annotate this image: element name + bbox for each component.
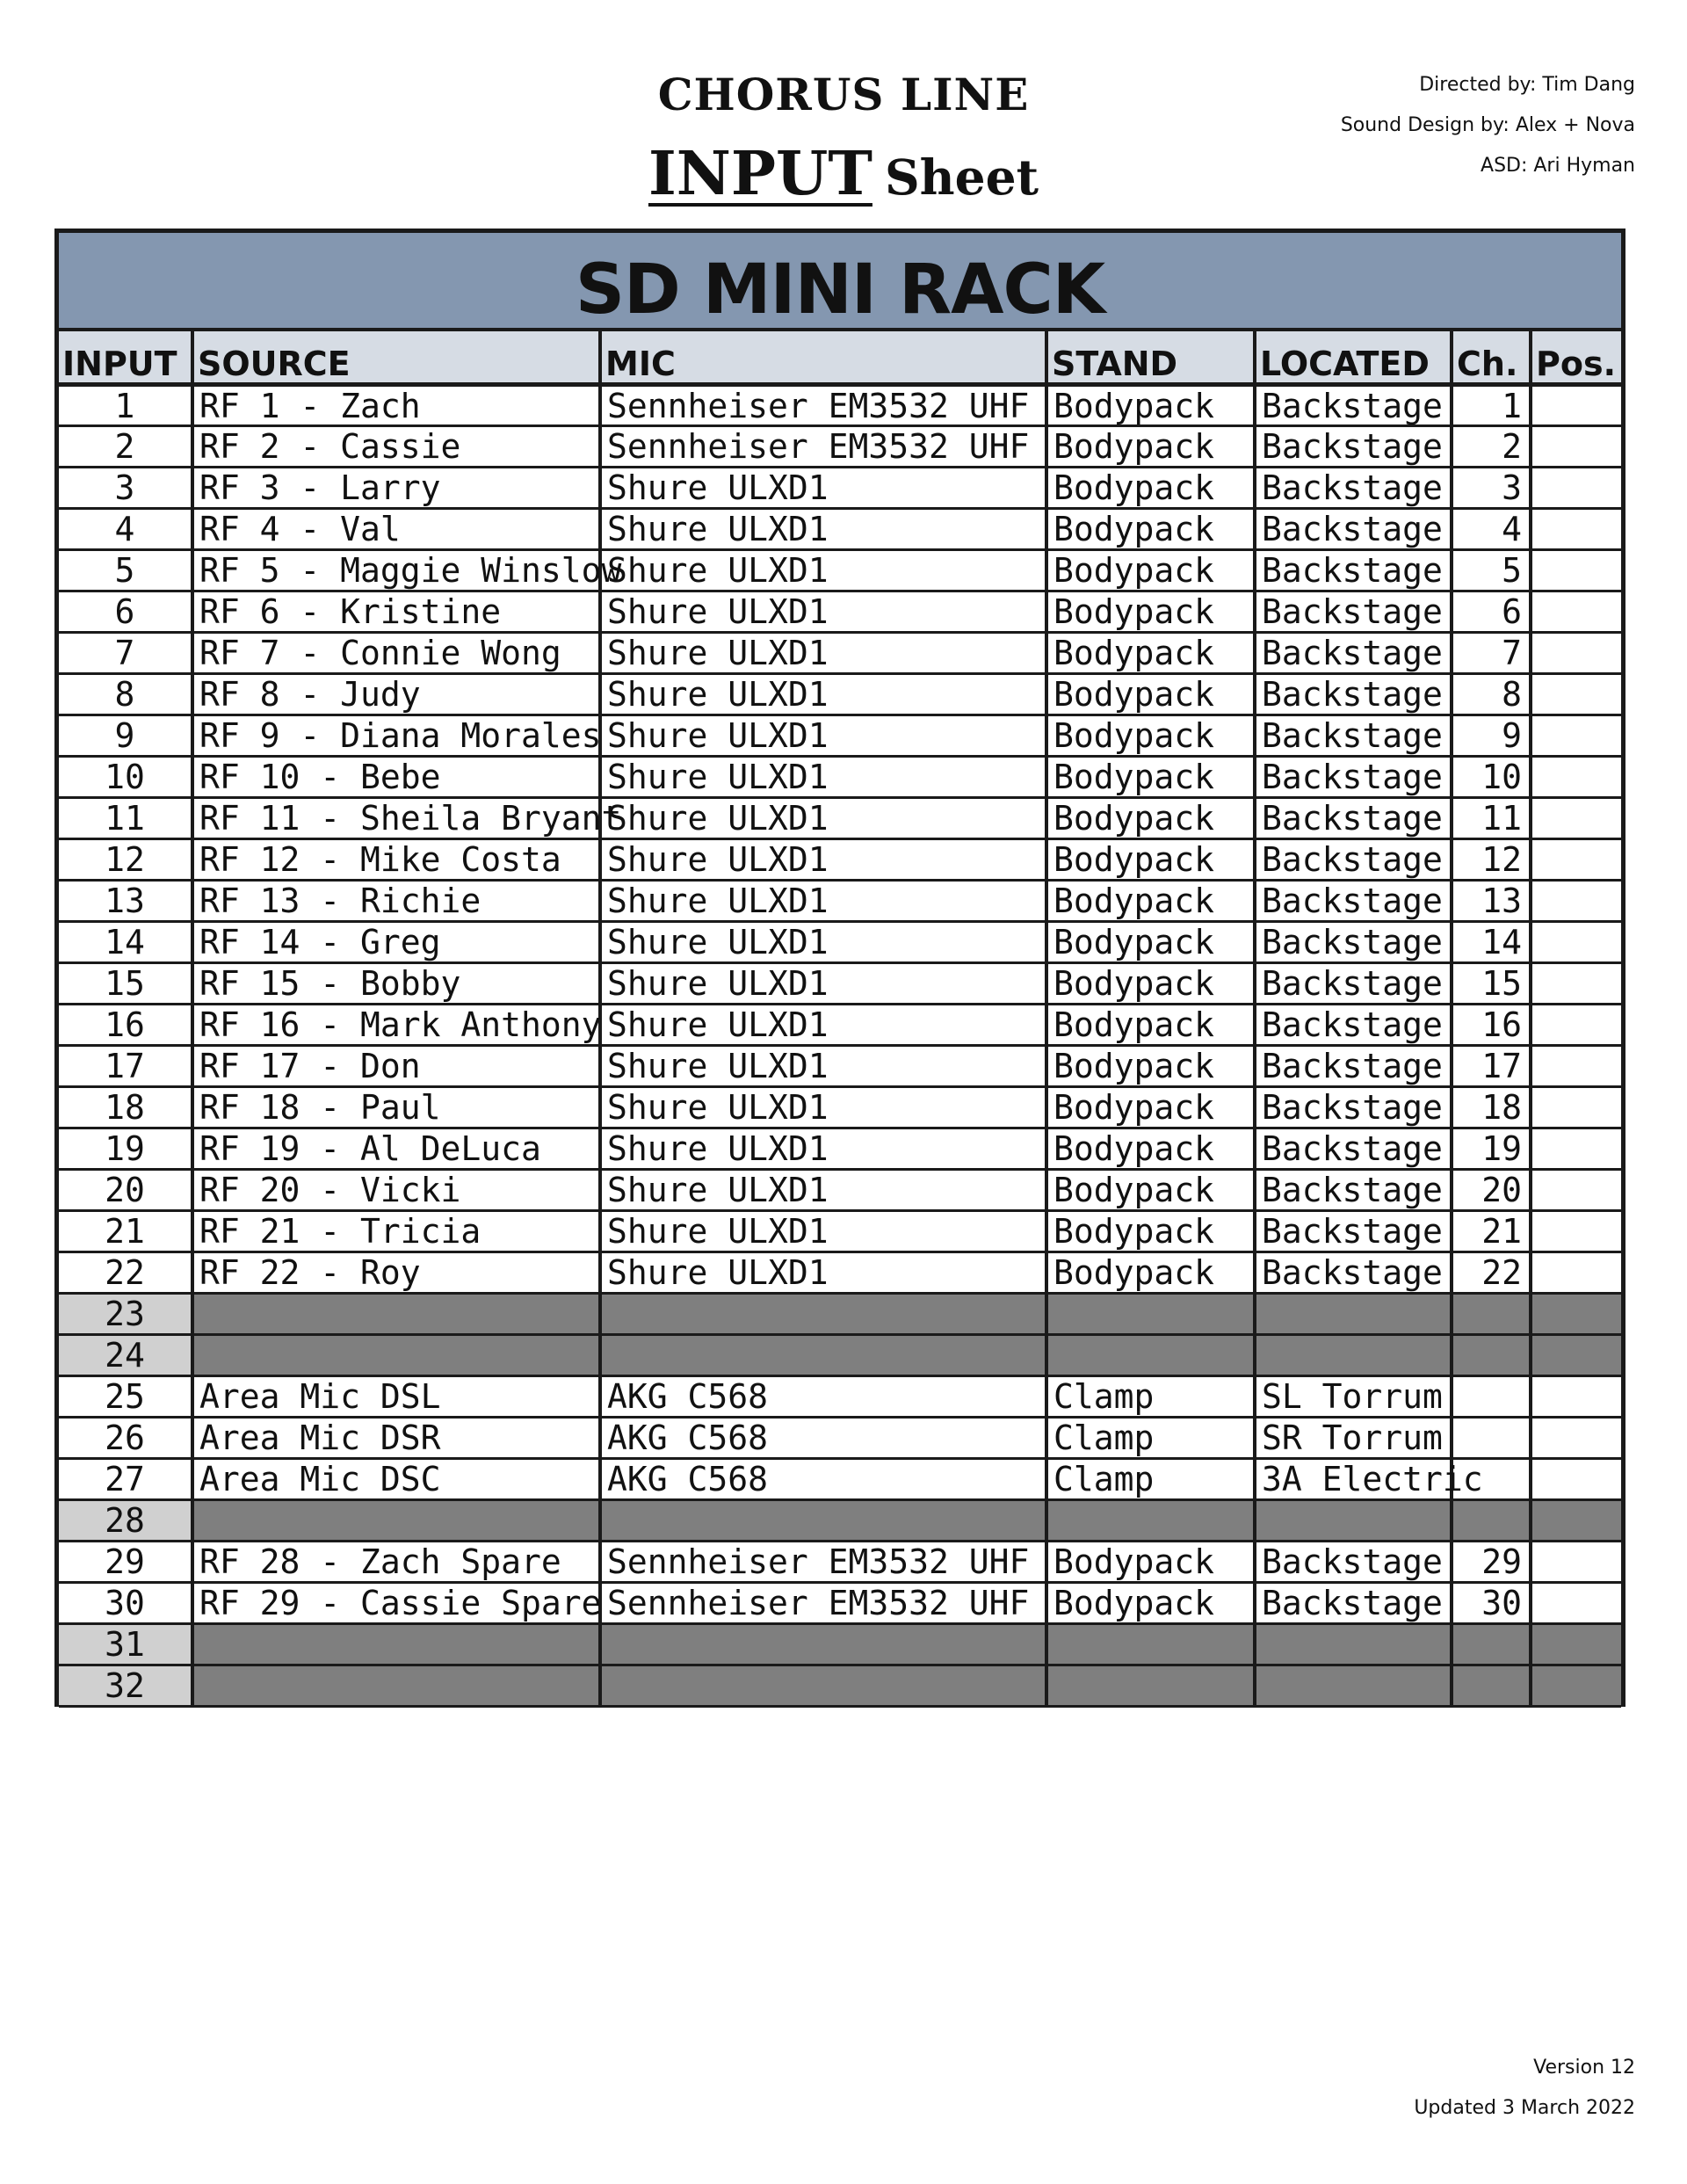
- cell-mic: Shure ULXD1: [600, 1128, 1046, 1170]
- table-row: [59, 1252, 1621, 1294]
- cell-pos: [1531, 509, 1621, 550]
- cell-pos: [1531, 1418, 1621, 1459]
- cell-input: 24: [59, 1335, 192, 1376]
- cell-located: [1255, 1624, 1452, 1665]
- cell-located: Backstage: [1255, 1252, 1452, 1294]
- table-row: [59, 715, 1621, 757]
- cell-pos: [1531, 839, 1621, 881]
- column-header-pos: Pos.: [1531, 331, 1621, 385]
- cell-source: RF 15 - Bobby: [192, 963, 600, 1005]
- cell-pos: [1531, 1624, 1621, 1665]
- cell-stand: Bodypack: [1046, 633, 1255, 674]
- cell-source: RF 3 - Larry: [192, 468, 600, 509]
- cell-ch: 22: [1452, 1252, 1531, 1294]
- cell-source: RF 21 - Tricia: [192, 1211, 600, 1252]
- cell-input: 28: [59, 1500, 192, 1542]
- cell-ch: [1452, 1294, 1531, 1335]
- cell-input: 8: [59, 674, 192, 715]
- cell-located: Backstage: [1255, 426, 1452, 468]
- cell-stand: Bodypack: [1046, 426, 1255, 468]
- table-row: [59, 1211, 1621, 1252]
- cell-ch: 14: [1452, 922, 1531, 963]
- table-row: [59, 1335, 1621, 1376]
- cell-located: Backstage: [1255, 633, 1452, 674]
- cell-pos: [1531, 385, 1621, 426]
- cell-pos: [1531, 1294, 1621, 1335]
- cell-ch: 7: [1452, 633, 1531, 674]
- cell-ch: 19: [1452, 1128, 1531, 1170]
- cell-input: 29: [59, 1542, 192, 1583]
- sound-design-by: Sound Design by: Alex + Nova: [1340, 114, 1635, 136]
- cell-stand: Bodypack: [1046, 881, 1255, 922]
- cell-pos: [1531, 633, 1621, 674]
- credits-block: [1341, 65, 1635, 186]
- cell-ch: [1452, 1335, 1531, 1376]
- cell-located: Backstage: [1255, 591, 1452, 633]
- cell-ch: 1: [1452, 385, 1531, 426]
- cell-ch: [1452, 1418, 1531, 1459]
- table-row: [59, 1087, 1621, 1128]
- cell-source: RF 11 - Sheila Bryant: [192, 798, 600, 839]
- table-row: [59, 1294, 1621, 1335]
- table-row: [59, 963, 1621, 1005]
- cell-source: RF 1 - Zach: [192, 385, 600, 426]
- column-header-stand: STAND: [1046, 331, 1255, 385]
- table-row: [59, 550, 1621, 591]
- cell-stand: [1046, 1294, 1255, 1335]
- cell-source: RF 20 - Vicki: [192, 1170, 600, 1211]
- cell-pos: [1531, 922, 1621, 963]
- cell-ch: 29: [1452, 1542, 1531, 1583]
- table-header-row: [59, 331, 1621, 385]
- cell-stand: Bodypack: [1046, 922, 1255, 963]
- cell-pos: [1531, 1170, 1621, 1211]
- input-table: [59, 331, 1621, 1708]
- cell-ch: 30: [1452, 1583, 1531, 1624]
- cell-mic: Shure ULXD1: [600, 550, 1046, 591]
- cell-input: 5: [59, 550, 192, 591]
- cell-input: 27: [59, 1459, 192, 1500]
- cell-input: 9: [59, 715, 192, 757]
- cell-mic: Shure ULXD1: [600, 1211, 1046, 1252]
- cell-stand: Clamp: [1046, 1418, 1255, 1459]
- cell-mic: AKG C568: [600, 1376, 1046, 1418]
- cell-ch: 21: [1452, 1211, 1531, 1252]
- cell-pos: [1531, 1005, 1621, 1046]
- column-header-ch: Ch.: [1452, 331, 1531, 385]
- cell-mic: Shure ULXD1: [600, 839, 1046, 881]
- footer-block: [1414, 2048, 1635, 2129]
- cell-source: RF 18 - Paul: [192, 1087, 600, 1128]
- cell-ch: 9: [1452, 715, 1531, 757]
- cell-mic: Shure ULXD1: [600, 591, 1046, 633]
- cell-stand: Bodypack: [1046, 1087, 1255, 1128]
- cell-source: RF 17 - Don: [192, 1046, 600, 1087]
- cell-stand: Bodypack: [1046, 963, 1255, 1005]
- cell-source: RF 29 - Cassie Spare: [192, 1583, 600, 1624]
- cell-located: Backstage: [1255, 1583, 1452, 1624]
- sheet-title-sub: Sheet: [884, 149, 1039, 206]
- cell-stand: Bodypack: [1046, 1542, 1255, 1583]
- cell-source: Area Mic DSL: [192, 1376, 600, 1418]
- table-row: [59, 922, 1621, 963]
- cell-located: SR Torrum: [1255, 1418, 1452, 1459]
- rack-banner: SD MINI RACK: [59, 233, 1621, 331]
- cell-stand: [1046, 1335, 1255, 1376]
- cell-pos: [1531, 1376, 1621, 1418]
- cell-mic: Shure ULXD1: [600, 1005, 1046, 1046]
- cell-source: RF 4 - Val: [192, 509, 600, 550]
- cell-source: RF 9 - Diana Morales: [192, 715, 600, 757]
- cell-located: Backstage: [1255, 757, 1452, 798]
- cell-mic: AKG C568: [600, 1418, 1046, 1459]
- cell-mic: Sennheiser EM3532 UHF: [600, 426, 1046, 468]
- cell-located: Backstage: [1255, 922, 1452, 963]
- cell-stand: Bodypack: [1046, 1128, 1255, 1170]
- cell-source: RF 2 - Cassie: [192, 426, 600, 468]
- table-row: [59, 1665, 1621, 1707]
- cell-located: Backstage: [1255, 1087, 1452, 1128]
- cell-source: RF 5 - Maggie Winslow: [192, 550, 600, 591]
- cell-ch: 4: [1452, 509, 1531, 550]
- table-row: [59, 1376, 1621, 1418]
- cell-pos: [1531, 550, 1621, 591]
- cell-ch: [1452, 1665, 1531, 1707]
- cell-mic: Shure ULXD1: [600, 963, 1046, 1005]
- cell-located: Backstage: [1255, 674, 1452, 715]
- table-row: [59, 1128, 1621, 1170]
- sheet-title-main: INPUT: [648, 139, 872, 209]
- cell-stand: Bodypack: [1046, 715, 1255, 757]
- cell-stand: Bodypack: [1046, 1170, 1255, 1211]
- cell-mic: Shure ULXD1: [600, 715, 1046, 757]
- cell-located: Backstage: [1255, 468, 1452, 509]
- table-row: [59, 591, 1621, 633]
- cell-pos: [1531, 1500, 1621, 1542]
- cell-ch: [1452, 1376, 1531, 1418]
- cell-ch: [1452, 1500, 1531, 1542]
- cell-input: 23: [59, 1294, 192, 1335]
- cell-input: 21: [59, 1211, 192, 1252]
- cell-input: 2: [59, 426, 192, 468]
- cell-located: [1255, 1500, 1452, 1542]
- cell-stand: Bodypack: [1046, 1046, 1255, 1087]
- cell-mic: Shure ULXD1: [600, 922, 1046, 963]
- cell-pos: [1531, 798, 1621, 839]
- cell-ch: 20: [1452, 1170, 1531, 1211]
- cell-source: Area Mic DSC: [192, 1459, 600, 1500]
- cell-mic: Sennheiser EM3532 UHF: [600, 1542, 1046, 1583]
- cell-ch: 17: [1452, 1046, 1531, 1087]
- cell-ch: 12: [1452, 839, 1531, 881]
- table-row: [59, 1624, 1621, 1665]
- cell-source: RF 16 - Mark Anthony: [192, 1005, 600, 1046]
- cell-source: RF 12 - Mike Costa: [192, 839, 600, 881]
- cell-mic: [600, 1665, 1046, 1707]
- cell-input: 17: [59, 1046, 192, 1087]
- table-row: [59, 1542, 1621, 1583]
- cell-pos: [1531, 963, 1621, 1005]
- table-row: [59, 1046, 1621, 1087]
- table-row: [59, 1418, 1621, 1459]
- cell-stand: [1046, 1665, 1255, 1707]
- cell-mic: Shure ULXD1: [600, 674, 1046, 715]
- table-row: [59, 1170, 1621, 1211]
- cell-source: [192, 1294, 600, 1335]
- table-row: [59, 1500, 1621, 1542]
- cell-mic: Shure ULXD1: [600, 1170, 1046, 1211]
- cell-stand: Bodypack: [1046, 385, 1255, 426]
- cell-mic: Shure ULXD1: [600, 468, 1046, 509]
- table-row: [59, 509, 1621, 550]
- cell-mic: [600, 1500, 1046, 1542]
- cell-source: Area Mic DSR: [192, 1418, 600, 1459]
- table-row: [59, 1005, 1621, 1046]
- cell-located: Backstage: [1255, 1211, 1452, 1252]
- updated-label: Updated 3 March 2022: [1414, 2097, 1635, 2119]
- cell-ch: 18: [1452, 1087, 1531, 1128]
- cell-pos: [1531, 881, 1621, 922]
- cell-located: Backstage: [1255, 881, 1452, 922]
- cell-stand: Bodypack: [1046, 757, 1255, 798]
- cell-stand: Bodypack: [1046, 550, 1255, 591]
- table-row: [59, 633, 1621, 674]
- cell-mic: Shure ULXD1: [600, 1046, 1046, 1087]
- cell-input: 31: [59, 1624, 192, 1665]
- cell-mic: [600, 1294, 1046, 1335]
- cell-source: RF 14 - Greg: [192, 922, 600, 963]
- cell-input: 30: [59, 1583, 192, 1624]
- cell-source: RF 10 - Bebe: [192, 757, 600, 798]
- cell-input: 6: [59, 591, 192, 633]
- table-row: [59, 468, 1621, 509]
- cell-input: 22: [59, 1252, 192, 1294]
- cell-source: RF 8 - Judy: [192, 674, 600, 715]
- cell-pos: [1531, 1335, 1621, 1376]
- cell-input: 25: [59, 1376, 192, 1418]
- cell-located: Backstage: [1255, 1005, 1452, 1046]
- cell-located: Backstage: [1255, 1128, 1452, 1170]
- cell-input: 13: [59, 881, 192, 922]
- input-sheet-table: [54, 229, 1625, 1707]
- cell-located: Backstage: [1255, 1170, 1452, 1211]
- cell-input: 14: [59, 922, 192, 963]
- cell-stand: Bodypack: [1046, 1583, 1255, 1624]
- cell-pos: [1531, 757, 1621, 798]
- column-header-input: INPUT: [59, 331, 192, 385]
- cell-mic: Shure ULXD1: [600, 1087, 1046, 1128]
- cell-stand: [1046, 1500, 1255, 1542]
- cell-pos: [1531, 715, 1621, 757]
- cell-located: Backstage: [1255, 798, 1452, 839]
- cell-stand: [1046, 1624, 1255, 1665]
- directed-by: Directed by: Tim Dang: [1419, 74, 1635, 96]
- cell-mic: [600, 1624, 1046, 1665]
- cell-pos: [1531, 1459, 1621, 1500]
- cell-pos: [1531, 1128, 1621, 1170]
- cell-source: [192, 1665, 600, 1707]
- cell-input: 18: [59, 1087, 192, 1128]
- cell-located: Backstage: [1255, 509, 1452, 550]
- cell-stand: Bodypack: [1046, 509, 1255, 550]
- cell-source: RF 22 - Roy: [192, 1252, 600, 1294]
- cell-source: [192, 1500, 600, 1542]
- cell-stand: Bodypack: [1046, 1211, 1255, 1252]
- cell-located: Backstage: [1255, 715, 1452, 757]
- column-header-mic: MIC: [600, 331, 1046, 385]
- cell-located: [1255, 1665, 1452, 1707]
- cell-source: RF 7 - Connie Wong: [192, 633, 600, 674]
- cell-input: 26: [59, 1418, 192, 1459]
- cell-stand: Bodypack: [1046, 1005, 1255, 1046]
- cell-mic: Shure ULXD1: [600, 757, 1046, 798]
- cell-located: 3A Electric: [1255, 1459, 1452, 1500]
- show-title: CHORUS LINE: [657, 69, 1030, 120]
- cell-source: RF 28 - Zach Spare: [192, 1542, 600, 1583]
- cell-mic: Shure ULXD1: [600, 509, 1046, 550]
- cell-ch: 2: [1452, 426, 1531, 468]
- cell-stand: Bodypack: [1046, 798, 1255, 839]
- cell-pos: [1531, 426, 1621, 468]
- cell-mic: Shure ULXD1: [600, 1252, 1046, 1294]
- table-row: [59, 1583, 1621, 1624]
- cell-pos: [1531, 1046, 1621, 1087]
- table-row: [59, 839, 1621, 881]
- cell-pos: [1531, 591, 1621, 633]
- cell-mic: [600, 1335, 1046, 1376]
- cell-stand: Bodypack: [1046, 468, 1255, 509]
- cell-mic: Shure ULXD1: [600, 633, 1046, 674]
- cell-pos: [1531, 1252, 1621, 1294]
- cell-source: [192, 1624, 600, 1665]
- cell-input: 20: [59, 1170, 192, 1211]
- cell-stand: Clamp: [1046, 1459, 1255, 1500]
- cell-pos: [1531, 1211, 1621, 1252]
- cell-input: 16: [59, 1005, 192, 1046]
- cell-stand: Clamp: [1046, 1376, 1255, 1418]
- cell-stand: Bodypack: [1046, 839, 1255, 881]
- cell-pos: [1531, 674, 1621, 715]
- cell-mic: AKG C568: [600, 1459, 1046, 1500]
- version-label: Version 12: [1533, 2057, 1635, 2079]
- cell-input: 4: [59, 509, 192, 550]
- cell-pos: [1531, 1542, 1621, 1583]
- cell-located: Backstage: [1255, 550, 1452, 591]
- cell-located: [1255, 1335, 1452, 1376]
- cell-ch: 6: [1452, 591, 1531, 633]
- cell-mic: Shure ULXD1: [600, 798, 1046, 839]
- cell-pos: [1531, 1665, 1621, 1707]
- cell-located: Backstage: [1255, 1542, 1452, 1583]
- cell-located: Backstage: [1255, 385, 1452, 426]
- table-row: [59, 385, 1621, 426]
- cell-input: 19: [59, 1128, 192, 1170]
- table-row: [59, 674, 1621, 715]
- cell-ch: 13: [1452, 881, 1531, 922]
- cell-input: 11: [59, 798, 192, 839]
- cell-ch: 8: [1452, 674, 1531, 715]
- asd-credit: ASD: Ari Hyman: [1481, 155, 1635, 177]
- cell-input: 1: [59, 385, 192, 426]
- cell-input: 10: [59, 757, 192, 798]
- table-row: [59, 1459, 1621, 1500]
- cell-ch: 11: [1452, 798, 1531, 839]
- cell-located: Backstage: [1255, 1046, 1452, 1087]
- cell-stand: Bodypack: [1046, 1252, 1255, 1294]
- cell-pos: [1531, 1583, 1621, 1624]
- cell-source: RF 6 - Kristine: [192, 591, 600, 633]
- cell-mic: Shure ULXD1: [600, 881, 1046, 922]
- cell-ch: 5: [1452, 550, 1531, 591]
- cell-located: SL Torrum: [1255, 1376, 1452, 1418]
- cell-input: 7: [59, 633, 192, 674]
- cell-source: RF 13 - Richie: [192, 881, 600, 922]
- column-header-located: LOCATED: [1255, 331, 1452, 385]
- cell-ch: 10: [1452, 757, 1531, 798]
- cell-mic: Sennheiser EM3532 UHF: [600, 1583, 1046, 1624]
- cell-stand: Bodypack: [1046, 591, 1255, 633]
- cell-pos: [1531, 468, 1621, 509]
- table-row: [59, 798, 1621, 839]
- column-header-source: SOURCE: [192, 331, 600, 385]
- cell-ch: 15: [1452, 963, 1531, 1005]
- cell-input: 12: [59, 839, 192, 881]
- cell-located: Backstage: [1255, 839, 1452, 881]
- cell-ch: 16: [1452, 1005, 1531, 1046]
- cell-mic: Sennheiser EM3532 UHF: [600, 385, 1046, 426]
- cell-stand: Bodypack: [1046, 674, 1255, 715]
- table-row: [59, 426, 1621, 468]
- table-row: [59, 757, 1621, 798]
- cell-source: [192, 1335, 600, 1376]
- cell-ch: 3: [1452, 468, 1531, 509]
- table-row: [59, 881, 1621, 922]
- cell-input: 3: [59, 468, 192, 509]
- cell-located: [1255, 1294, 1452, 1335]
- cell-pos: [1531, 1087, 1621, 1128]
- cell-located: Backstage: [1255, 963, 1452, 1005]
- cell-input: 15: [59, 963, 192, 1005]
- cell-source: RF 19 - Al DeLuca: [192, 1128, 600, 1170]
- cell-ch: [1452, 1624, 1531, 1665]
- cell-input: 32: [59, 1665, 192, 1707]
